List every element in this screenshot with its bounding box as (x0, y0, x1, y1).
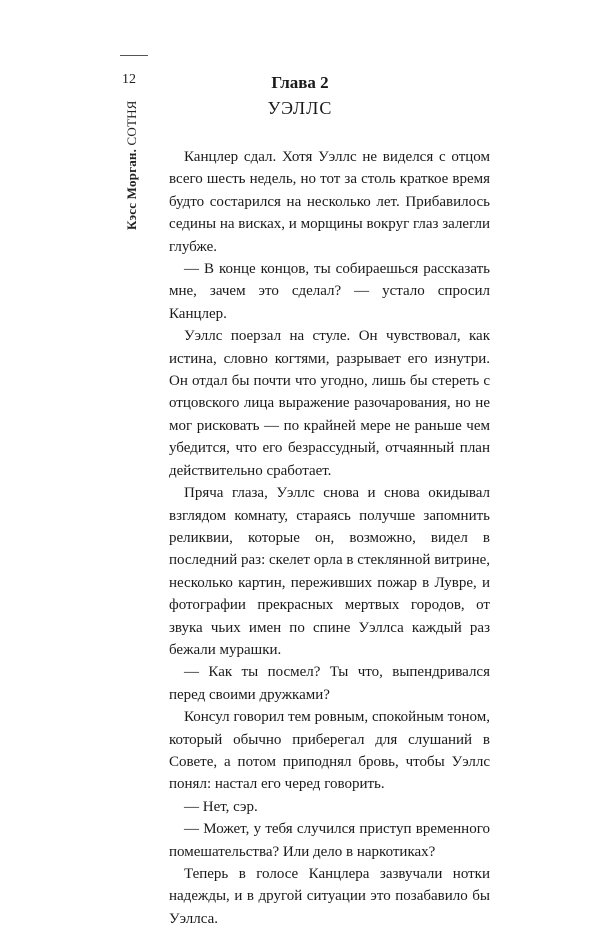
paragraph: Канцлер сдал. Хотя Уэллс не виделся с отцом всего шесть недель, но тот за столь краткое время будто состарился на несколько лет. Прибавилось седины на висках, и морщины вокруг глаз залегли глубже. (169, 149, 490, 255)
running-head (124, 100, 140, 230)
chapter-title: Глава 2 (271, 73, 329, 92)
paragraph: Уэллс поерзал на стуле. Он чувствовал, как истина, словно когтями, разрывает его изнутри. Он отдал бы почти что угодно, лишь бы стереть с отцовского лица выражение разочарования, но не мог рисковать — по крайней мере не раньше чем убедится, что его безрассудный, отчаянный план действительно сработает. (169, 328, 490, 479)
paragraph: — Может, у тебя случился приступ временного помешательства? Или дело в наркотиках? (169, 821, 490, 860)
margin-rule (120, 55, 148, 56)
paragraph: Теперь в голосе Канцлера зазвучали нотки надежды, и в другой ситуации это позабавило бы Уэллса. (169, 866, 490, 927)
running-head-title: СОТНЯ (124, 100, 139, 149)
paragraph: Пряча глаза, Уэллс снова и снова окидывал взглядом комнату, стараясь получше запомнить реликвии, которые он, возможно, видел в последний раз: скелет орла в стеклянной витрине, несколько картин, переживших пожар в Лувре, и фотографии прекрасных мертвых городов, от звука чьих имен по спине Уэллса каждый раз бежали мурашки. (169, 485, 490, 658)
body-text (169, 146, 490, 930)
paragraph: — Нет, сэр. (184, 798, 258, 815)
paragraph: — В конце концов, ты собираешься рассказать мне, зачем это сделал? — устало спросил Канцлер. (169, 261, 490, 322)
chapter-subtitle: УЭЛЛС (267, 98, 333, 118)
running-head-author: Кэсс Морган. (124, 148, 139, 230)
page-number: 12 (122, 72, 136, 87)
paragraph: — Как ты посмел? Ты что, выпендривался перед своими дружками? (169, 664, 490, 703)
paragraph: Консул говорил тем ровным, спокойным тоном, который обычно приберегал для слушаний в Совете, а потом приподнял бровь, чтобы Уэллс понял: настал его черед говорить. (169, 709, 490, 793)
